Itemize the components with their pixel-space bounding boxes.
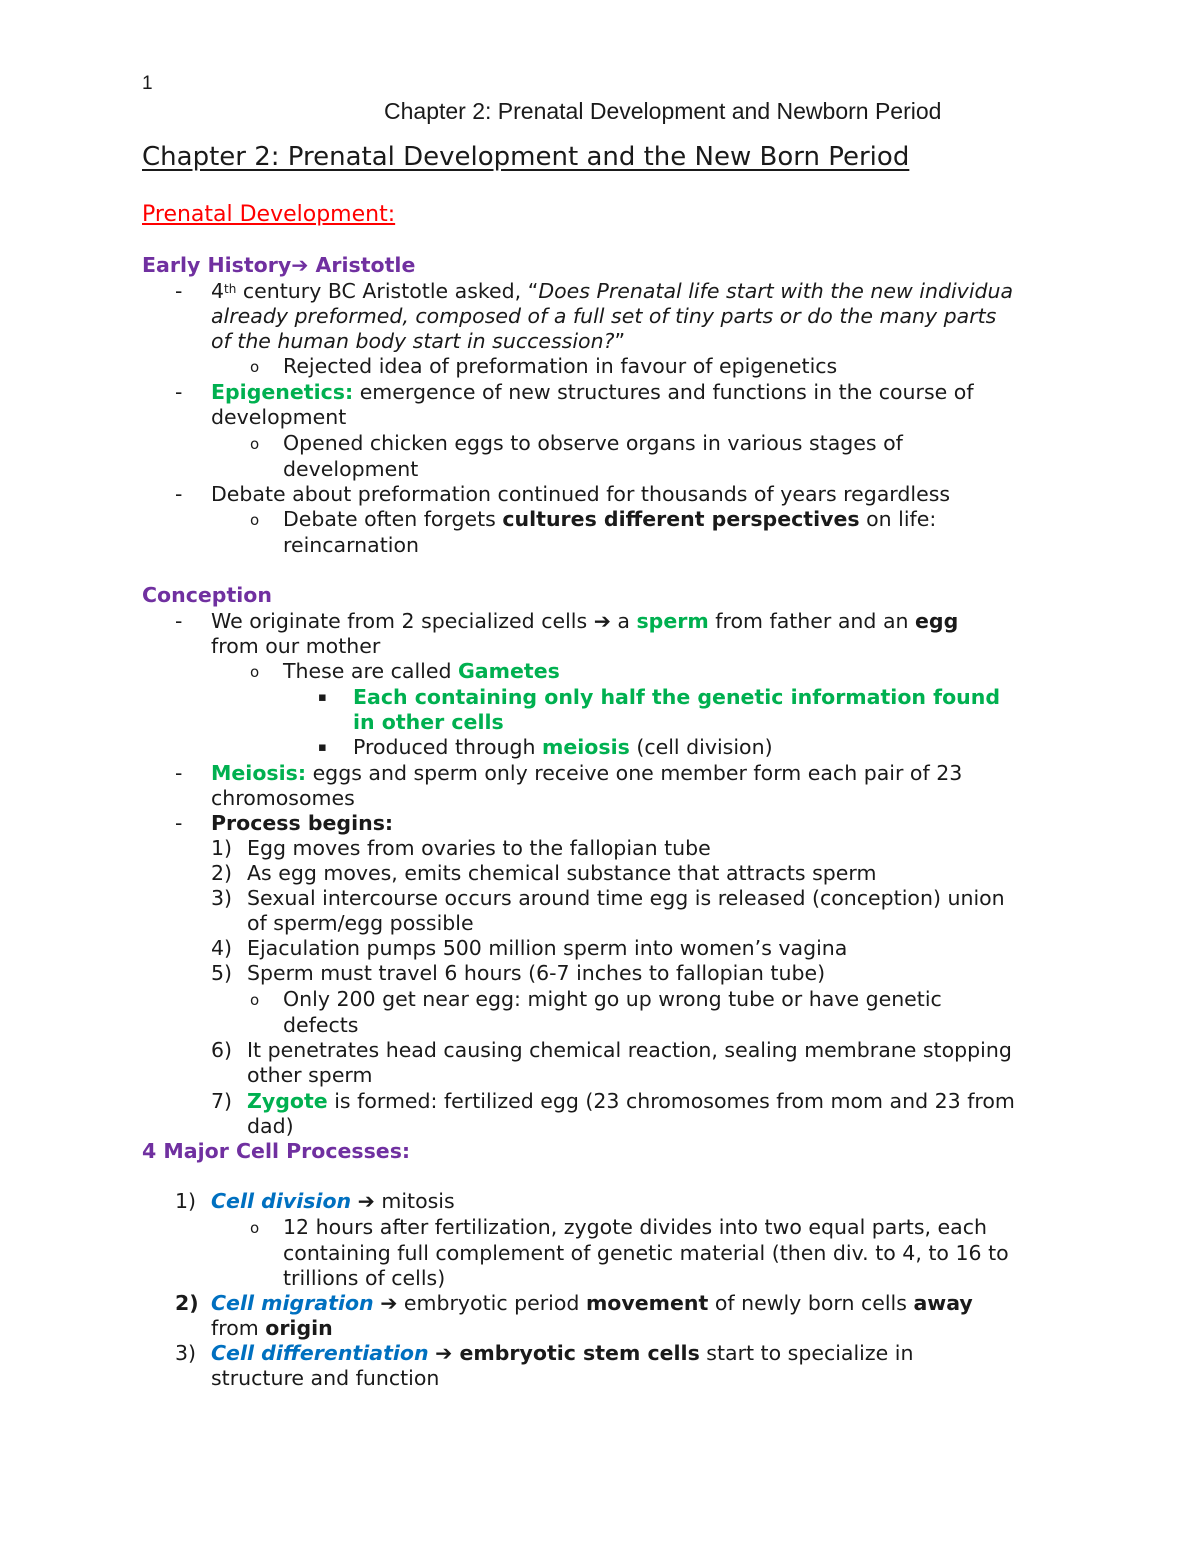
sub-item: Only 200 get near egg: might go up wrong tube or have genetic (283, 987, 942, 1011)
dash-bullet: - (175, 279, 183, 303)
arrow-right-icon: ➔ (357, 1189, 375, 1213)
process-item: Cell differentiation ➔ embryotic stem cells start to specialize in (211, 1341, 914, 1365)
step-text-continued: dad) (247, 1114, 294, 1138)
list-item: 4th century BC Aristotle asked, “Does Prenatal life start with the new individua (211, 279, 1014, 303)
list-item: Epigenetics: emergence of new structures and functions in the course of (211, 380, 974, 404)
sub-item-continued: containing full complement of genetic material (then div. to 4, to 16 to (283, 1241, 1009, 1265)
circle-bullet-icon: o (250, 1219, 260, 1237)
square-bullet-icon: ▪ (318, 740, 327, 755)
step-text-continued: other sperm (247, 1063, 373, 1087)
step-number: 3) (211, 886, 233, 910)
step-number: 6) (211, 1038, 233, 1062)
step-number: 2) (211, 861, 233, 885)
list-item: Meiosis: eggs and sperm only receive one member form each pair of 23 (211, 761, 963, 785)
arrow-right-icon: ➔ (435, 1341, 453, 1365)
step-number: 4) (211, 936, 233, 960)
sub-item-continued: reincarnation (283, 533, 420, 557)
step-text: Egg moves from ovaries to the fallopian tube (247, 836, 711, 860)
step-text-continued: of sperm/egg possible (247, 911, 474, 935)
list-item-continued: already preformed, composed of a full set of tiny parts or do the many parts (211, 304, 997, 328)
section-heading-prenatal: Prenatal Development: (142, 202, 396, 227)
sub-sub-item: Produced through meiosis (cell division) (353, 735, 773, 759)
process-number: 1) (175, 1189, 197, 1213)
circle-bullet-icon: o (250, 358, 260, 376)
step-number: 5) (211, 961, 233, 985)
step-text: It penetrates head causing chemical reaction, sealing membrane stopping (247, 1038, 1012, 1062)
list-item: We originate from 2 specialized cells ➔ a sperm from father and an egg (211, 609, 959, 633)
circle-bullet-icon: o (250, 435, 260, 453)
sub-sub-item-continued: in other cells (353, 710, 504, 734)
dash-bullet: - (175, 482, 183, 506)
process-item: Cell migration ➔ embryotic period movement of newly born cells away (211, 1291, 973, 1315)
sub-item-continued: development (283, 457, 419, 481)
heading-conception: Conception (142, 583, 272, 607)
step-number: 1) (211, 836, 233, 860)
list-item-continued: development (211, 405, 347, 429)
list-item-continued: from our mother (211, 634, 381, 658)
heading-cell-processes: 4 Major Cell Processes: (142, 1139, 411, 1163)
document-title: Chapter 2: Prenatal Development and the New Born Period (142, 142, 910, 172)
sub-sub-item: Each containing only half the genetic information found (353, 685, 1001, 709)
dash-bullet: - (175, 811, 183, 835)
step-text: Ejaculation pumps 500 million sperm into women’s vagina (247, 936, 848, 960)
page-number: 1 (142, 73, 153, 94)
sub-item: 12 hours after fertilization, zygote divides into two equal parts, each (283, 1215, 987, 1239)
process-item-continued: from origin (211, 1316, 333, 1340)
square-bullet-icon: ▪ (318, 690, 327, 705)
list-item-continued: chromosomes (211, 786, 355, 810)
circle-bullet-icon: o (250, 663, 260, 681)
sub-item-continued: defects (283, 1013, 359, 1037)
arrow-right-icon: ➔ (291, 253, 309, 277)
process-item-continued: structure and function (211, 1366, 440, 1390)
sub-item-continued: trillions of cells) (283, 1266, 446, 1290)
sub-item: Rejected idea of preformation in favour of epigenetics (283, 354, 838, 378)
dash-bullet: - (175, 761, 183, 785)
step-number: 7) (211, 1089, 233, 1113)
step-text: Sperm must travel 6 hours (6-7 inches to fallopian tube) (247, 961, 826, 985)
circle-bullet-icon: o (250, 511, 260, 529)
process-number: 2) (175, 1291, 199, 1315)
step-text: Sexual intercourse occurs around time egg is released (conception) union (247, 886, 1005, 910)
arrow-right-icon: ➔ (593, 609, 611, 633)
step-text: Zygote is formed: fertilized egg (23 chromosomes from mom and 23 from (247, 1089, 1015, 1113)
process-number: 3) (175, 1341, 197, 1365)
sub-item: Opened chicken eggs to observe organs in various stages of (283, 431, 903, 455)
list-item: Debate about preformation continued for thousands of years regardless (211, 482, 951, 506)
dash-bullet: - (175, 609, 183, 633)
arrow-right-icon: ➔ (380, 1291, 398, 1315)
dash-bullet: - (175, 380, 183, 404)
step-text: As egg moves, emits chemical substance that attracts sperm (247, 861, 877, 885)
heading-early-history: Early History➔ Aristotle (142, 253, 416, 277)
process-item: Cell division ➔ mitosis (211, 1189, 455, 1213)
sub-item: Debate often forgets cultures different perspectives on life: (283, 507, 937, 531)
sub-item: These are called Gametes (283, 659, 560, 683)
list-item-process: Process begins: (211, 811, 394, 835)
running-header: Chapter 2: Prenatal Development and Newborn Period (384, 98, 942, 124)
list-item-continued: of the human body start in succession?” (211, 329, 626, 353)
circle-bullet-icon: o (250, 991, 260, 1009)
